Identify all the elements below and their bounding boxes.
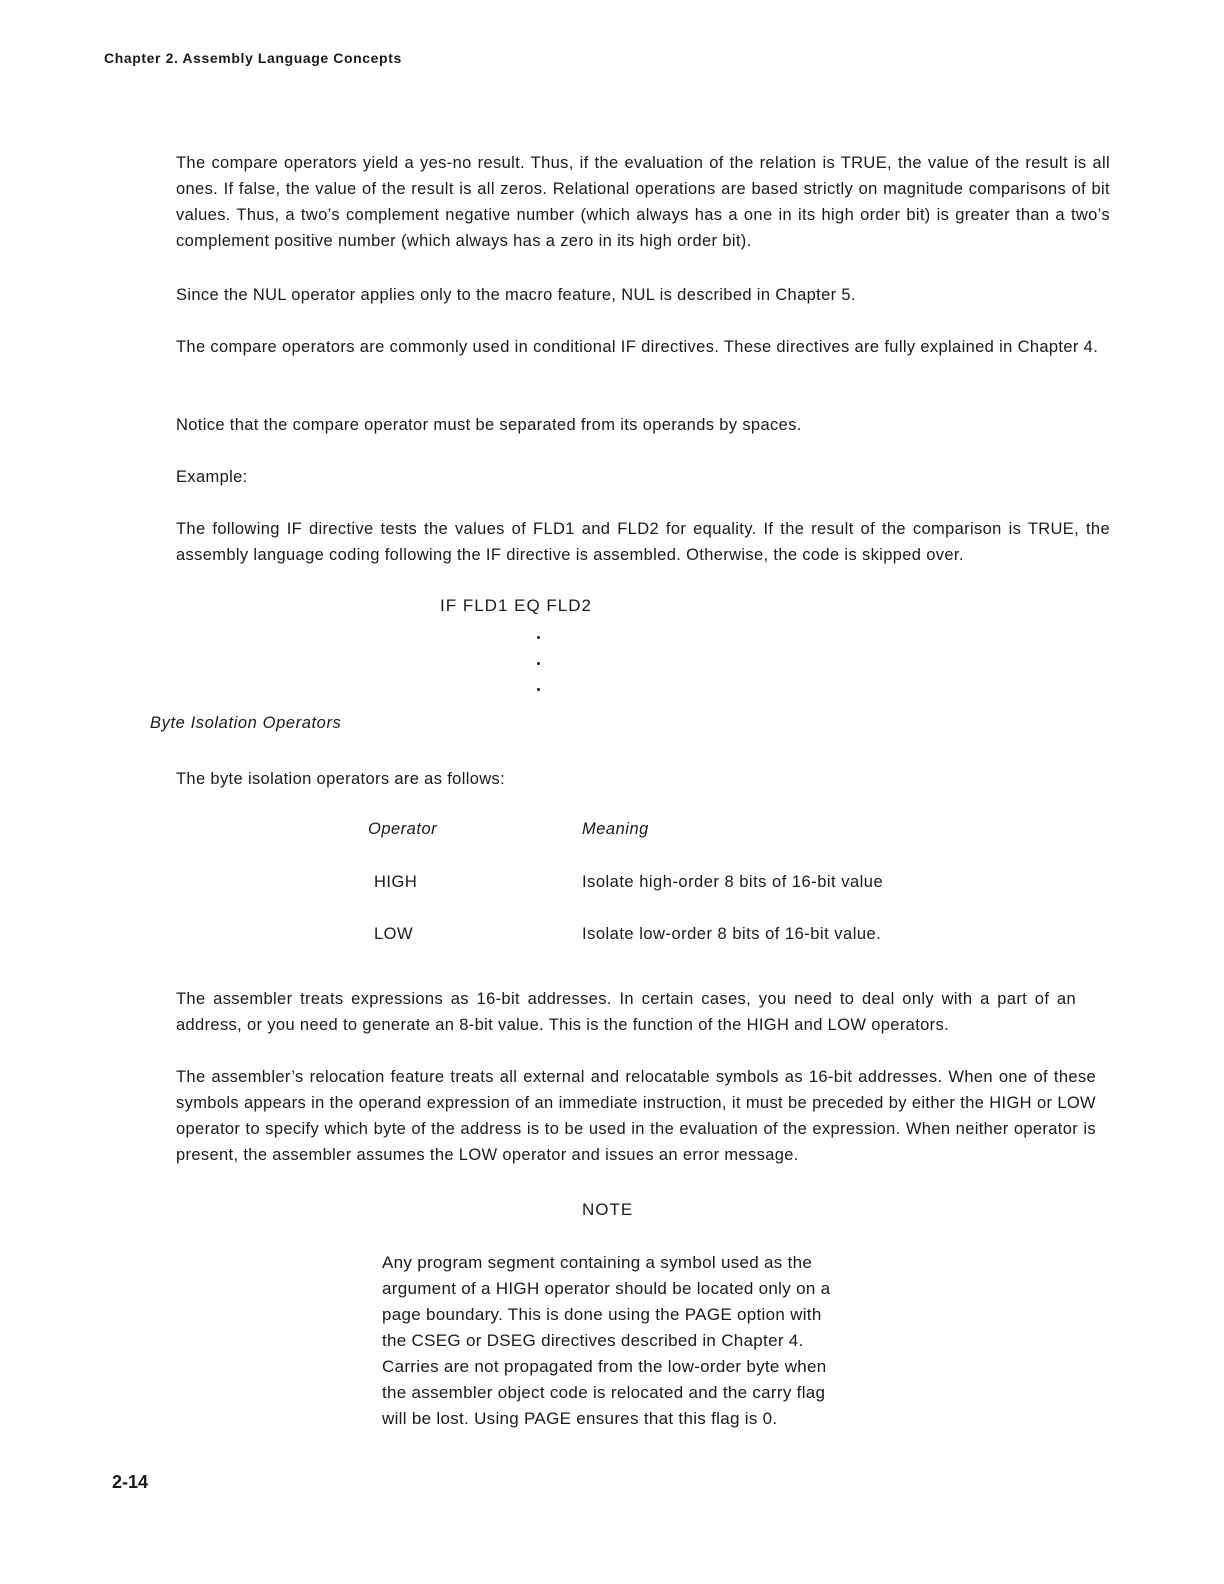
meaning-column-header: Meaning: [582, 820, 649, 838]
example-label: Example:: [176, 468, 248, 486]
byte-intro-text: The byte isolation operators are as follows:: [176, 770, 506, 788]
paragraph-nul-operator: Since the NUL operator applies only to the macro feature, NUL is described in Chapter 5.: [176, 286, 856, 304]
paragraph-relocation: The assembler’s relocation feature treats all external and relocatable symbols as 16-bit addresses. When one of these symbols appears in the operand expression of an immediate instruction, it must be preceded by either the HIGH or LOW operator to specify which byte of the address is to be used in the evaluation of the expression. When neither operator is present, the assembler assumes the LOW operator and issues an error message.: [176, 1068, 1096, 1164]
operator-column-header: Operator: [368, 820, 438, 838]
operator-cell: HIGH: [374, 873, 418, 891]
paragraph-if-directives: The compare operators are commonly used in conditional IF directives. These directives are fully explained in Chapter 4.: [176, 338, 1099, 356]
meaning-cell: Isolate high-order 8 bits of 16-bit value: [582, 873, 884, 891]
note-body: Any program segment containing a symbol used as the argument of a HIGH operator should be located only on a page boundary. This is done using the PAGE option with the CSEG or DSEG directives described in Chapter 4. Carries are not propagated from the low-order byte when the assembler object code is relocated and the carry flag will be lost. Using PAGE ensures that this flag is 0.: [382, 1253, 831, 1428]
paragraph-compare-result: The compare operators yield a yes-no result. Thus, if the evaluation of the relation is TRUE, the value of the result is all ones. If false, the value of the result is all zeros. Relational operations are based strictly on magnitude comparisons of bit values. Thus, a two’s complement negative number (which always has a one in its high order bit) is greater than a two’s complement positive number (which always has a zero in its high order bit).: [176, 154, 1110, 250]
page-number: 2-14: [112, 1472, 149, 1492]
code-example-line: IF FLD1 EQ FLD2: [440, 596, 592, 615]
paragraph-spacing-note: Notice that the compare operator must be separated from its operands by spaces.: [176, 416, 802, 434]
ellipsis-dot: [537, 662, 540, 665]
meaning-cell: Isolate low-order 8 bits of 16-bit value.: [582, 925, 882, 943]
note-title: NOTE: [582, 1200, 634, 1219]
operator-cell: LOW: [374, 925, 414, 943]
ellipsis-dot: [537, 636, 540, 639]
running-header: Chapter 2. Assembly Language Concepts: [104, 50, 402, 66]
paragraph-16bit-addresses: The assembler treats expressions as 16-bit addresses. In certain cases, you need to deal only with a part of an address, or you need to generate an 8-bit value. This is the function of the HIGH and LOW operators.: [176, 990, 1076, 1034]
ellipsis-dot: [537, 688, 540, 691]
paragraph-if-example: The following IF directive tests the values of FLD1 and FLD2 for equality. If the result of the comparison is TRUE, the assembly language coding following the IF directive is assembled. Otherwise, the code is skipped over.: [176, 520, 1110, 564]
section-heading: Byte Isolation Operators: [150, 714, 342, 732]
